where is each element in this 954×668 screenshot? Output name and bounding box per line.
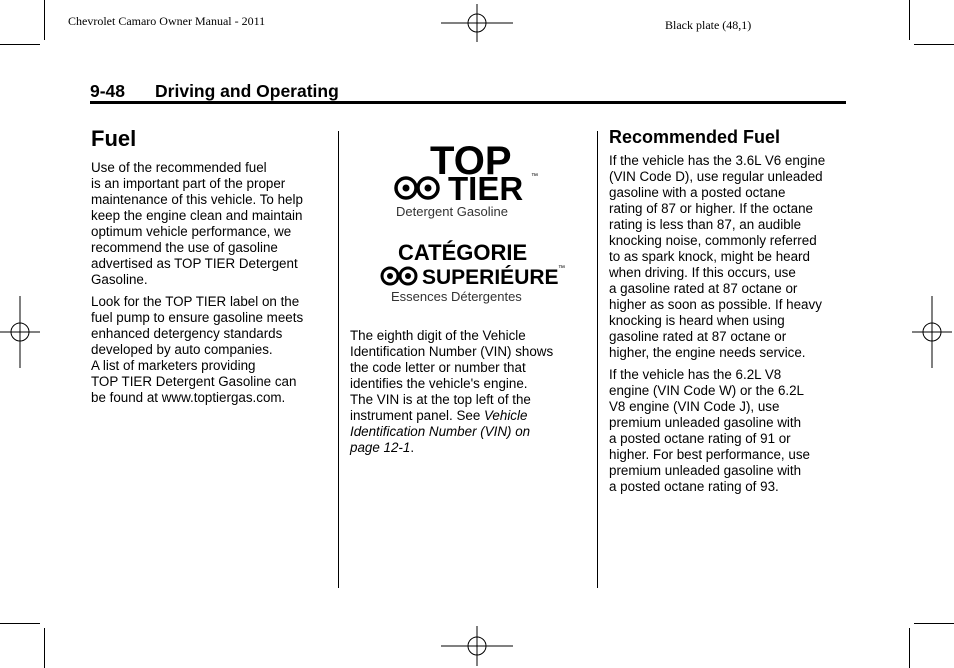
text-line: TOP TIER Detergent Gasoline can xyxy=(91,374,297,389)
text-line: when driving. If this occurs, use xyxy=(609,265,796,280)
text-line: The eighth digit of the Vehicle xyxy=(350,328,526,343)
fuel-paragraph-2 xyxy=(91,294,331,406)
text-line: Use of the recommended fuel xyxy=(91,160,267,175)
text-line: a posted octane rating of 93. xyxy=(609,479,779,494)
text-line: a posted octane rating of 91 or xyxy=(609,431,791,446)
text-line: instrument panel. See xyxy=(350,408,484,423)
text-line: If the vehicle has the 6.2L V8 xyxy=(609,367,782,382)
trademark: ™ xyxy=(558,265,565,272)
registration-mark-top xyxy=(441,4,513,42)
top-tier-logo xyxy=(392,138,550,220)
text-line: engine (VIN Code W) or the 6.2L xyxy=(609,383,805,398)
crop-mark xyxy=(909,0,910,40)
vin-paragraph xyxy=(350,328,590,456)
heading-recommended-fuel: Recommended Fuel xyxy=(609,127,781,147)
logo-superieure-text: SUPERIÉURE xyxy=(422,266,559,289)
text-line: premium unleaded gasoline with xyxy=(609,415,802,430)
column-recommended-fuel xyxy=(609,127,849,501)
text-line: higher, the engine needs service. xyxy=(609,345,806,360)
text-line: If the vehicle has the 3.6L V6 engine xyxy=(609,153,826,168)
text-line: be found at www.toptiergas.com. xyxy=(91,390,286,405)
logo-categorie-text: CATÉGORIE xyxy=(398,240,528,265)
text-line: to as spark knock, might be heard xyxy=(609,249,810,264)
text-line: (VIN Code D), use regular unleaded xyxy=(609,169,823,184)
column-divider xyxy=(597,131,598,588)
trademark: ™ xyxy=(531,173,538,180)
text-line: higher as soon as possible. If heavy xyxy=(609,297,822,312)
crop-mark xyxy=(44,0,45,40)
text-line: gasoline with a posted octane xyxy=(609,185,786,200)
section-header xyxy=(90,81,339,102)
text-line: developed by auto companies. xyxy=(91,342,273,357)
crop-mark xyxy=(0,623,40,624)
header-rule xyxy=(90,101,846,104)
text-line: Identification Number (VIN) shows xyxy=(350,344,554,359)
text-line: is an important part of the proper xyxy=(91,176,286,191)
registration-mark-left xyxy=(0,296,40,368)
text-line: V8 engine (VIN Code J), use xyxy=(609,399,780,414)
registration-mark-bottom xyxy=(441,626,513,666)
recommended-fuel-paragraph-2 xyxy=(609,367,849,495)
text-line: The VIN is at the top left of the xyxy=(350,392,531,407)
categorie-superieure-logo xyxy=(378,238,570,306)
crop-mark xyxy=(909,628,910,668)
column-divider xyxy=(338,131,339,588)
text-line: identifies the vehicle's engine. xyxy=(350,376,528,391)
column-vin xyxy=(350,328,590,462)
logo-subtitle: Detergent Gasoline xyxy=(396,204,509,219)
crop-mark xyxy=(0,44,40,45)
text-line: premium unleaded gasoline with xyxy=(609,463,802,478)
text-line: higher. For best performance, use xyxy=(609,447,810,462)
text-line: recommend the use of gasoline xyxy=(91,240,278,255)
column-fuel xyxy=(91,127,331,412)
page-header-title: Chevrolet Camaro Owner Manual - 2011 xyxy=(68,14,266,28)
cross-reference-link[interactable]: Identification Number (VIN) on xyxy=(350,424,531,439)
recommended-fuel-paragraph-1 xyxy=(609,153,849,361)
logo-top-text: TOP xyxy=(430,139,512,183)
fuel-paragraph-1 xyxy=(91,160,331,288)
cross-reference-link[interactable]: Vehicle xyxy=(484,408,528,423)
text-line: A list of marketers providing xyxy=(91,358,256,373)
text-line: gasoline rated at 87 octane or xyxy=(609,329,787,344)
text-line: a gasoline rated at 87 octane or xyxy=(609,281,798,296)
text-line: enhanced detergency standards xyxy=(91,326,283,341)
swirl-icon xyxy=(382,268,416,284)
text-line: rating is less than 87, an audible xyxy=(609,217,802,232)
cross-reference-link[interactable]: page 12-1 xyxy=(350,440,411,455)
section-title: Driving and Operating xyxy=(155,81,339,101)
text-line: Look for the TOP TIER label on the xyxy=(91,294,300,309)
text-line: keep the engine clean and maintain xyxy=(91,208,303,223)
registration-mark-right xyxy=(912,296,952,368)
text-line: fuel pump to ensure gasoline meets xyxy=(91,310,304,325)
text-line: Gasoline. xyxy=(91,272,148,287)
section-number: 9-48 xyxy=(90,81,126,101)
logo-subtitle: Essences Détergentes xyxy=(391,289,522,304)
crop-mark xyxy=(44,628,45,668)
crop-mark xyxy=(914,44,954,45)
logo-tier-text: TIER xyxy=(448,170,524,207)
text-line: optimum vehicle performance, we xyxy=(91,224,292,239)
text-line: advertised as TOP TIER Detergent xyxy=(91,256,298,271)
text-line: . xyxy=(410,440,415,455)
text-line: the code letter or number that xyxy=(350,360,526,375)
crop-mark xyxy=(914,623,954,624)
text-line: knocking is heard when using xyxy=(609,313,785,328)
text-line: knocking noise, commonly referred xyxy=(609,233,817,248)
heading-fuel: Fuel xyxy=(91,126,137,151)
text-line: rating of 87 or higher. If the octane xyxy=(609,201,813,216)
page-header-plate: Black plate (48,1) xyxy=(665,18,752,32)
text-line: maintenance of this vehicle. To help xyxy=(91,192,303,207)
